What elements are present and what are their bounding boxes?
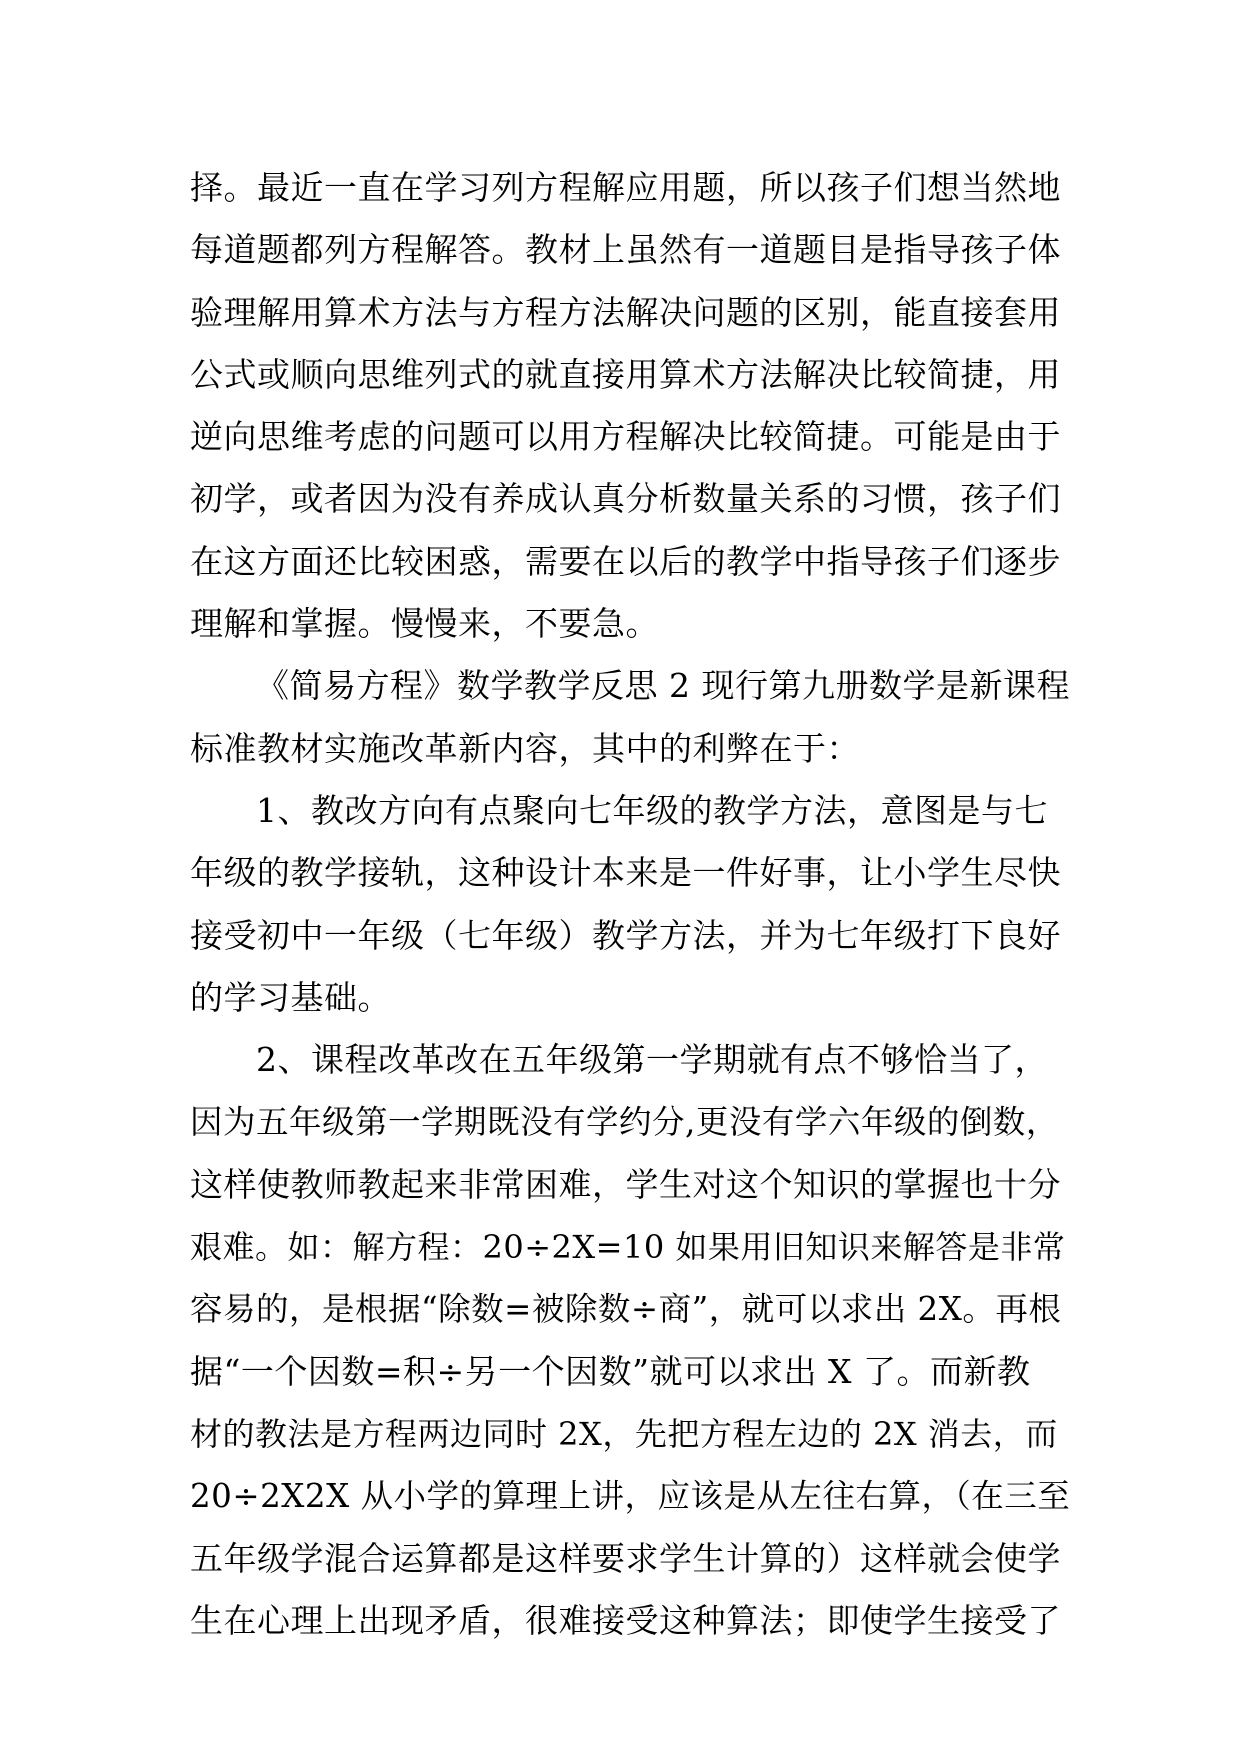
text-line: 年级的教学接轨，这种设计本来是一件好事，让小学生尽快 (190, 853, 1061, 893)
text-line: 材的教法是方程两边同时 2X，先把方程左边的 2X 消去，而 (190, 1414, 1058, 1453)
text-line: 逆向思维考虑的问题可以用方程解决比较简捷。可能是由于 (190, 417, 1061, 457)
text-line: 理解和掌握。慢慢来，不要急。 (190, 604, 659, 644)
text-line: 初学，或者因为没有养成认真分析数量关系的习惯，孩子们 (190, 479, 1061, 519)
text-line: 这样使教师教起来非常困难，学生对这个知识的掌握也十分 (190, 1164, 1061, 1204)
text-line: 在这方面还比较困惑，需要在以后的教学中指导孩子们逐步 (190, 541, 1061, 581)
body-text (190, 157, 1071, 1652)
text-line: 因为五年级第一学期既没有学约分,更没有学六年级的倒数， (190, 1103, 1059, 1142)
text-line: 公式或顺向思维列式的就直接用算术方法解决比较简捷，用 (190, 354, 1061, 394)
text-line: 容易的，是根据“除数=被除数÷商”，就可以求出 2X。再根 (190, 1290, 1062, 1329)
text-line: 每道题都列方程解答。教材上虽然有一道题目是指导孩子体 (190, 230, 1061, 270)
text-line: 接受初中一年级（七年级）教学方法，并为七年级打下良好 (190, 915, 1061, 955)
text-line: 择。最近一直在学习列方程解应用题，所以孩子们想当然地 (190, 168, 1061, 207)
text-line: 20÷2X2X 从小学的算理上讲，应该是从左往右算，（在三至 (190, 1477, 1071, 1516)
text-line: 标准教材实施改革新内容，其中的利弊在于： (190, 728, 860, 768)
text-line: 艰难。如：解方程：20÷2X=10 如果用旧知识来解答是非常 (190, 1228, 1066, 1267)
text-line: 验理解用算术方法与方程方法解决问题的区别，能直接套用 (190, 292, 1061, 332)
text-line: 据“一个因数=积÷另一个因数”就可以求出 X 了。而新教 (190, 1351, 1031, 1391)
text-line: 《简易方程》数学教学反思 2 现行第九册数学是新课程 (256, 666, 1070, 706)
text-line: 生在心理上出现矛盾，很难接受这种算法；即使学生接受了 (190, 1600, 1061, 1640)
text-line: 五年级学混合运算都是这样要求学生计算的）这样就会使学 (190, 1538, 1061, 1578)
text-line: 的学习基础。 (190, 977, 391, 1017)
text-line: 2、课程改革改在五年级第一学期就有点不够恰当了， (256, 1040, 1048, 1080)
text-line: 1、教改方向有点聚向七年级的教学方法，意图是与七 (256, 790, 1048, 830)
